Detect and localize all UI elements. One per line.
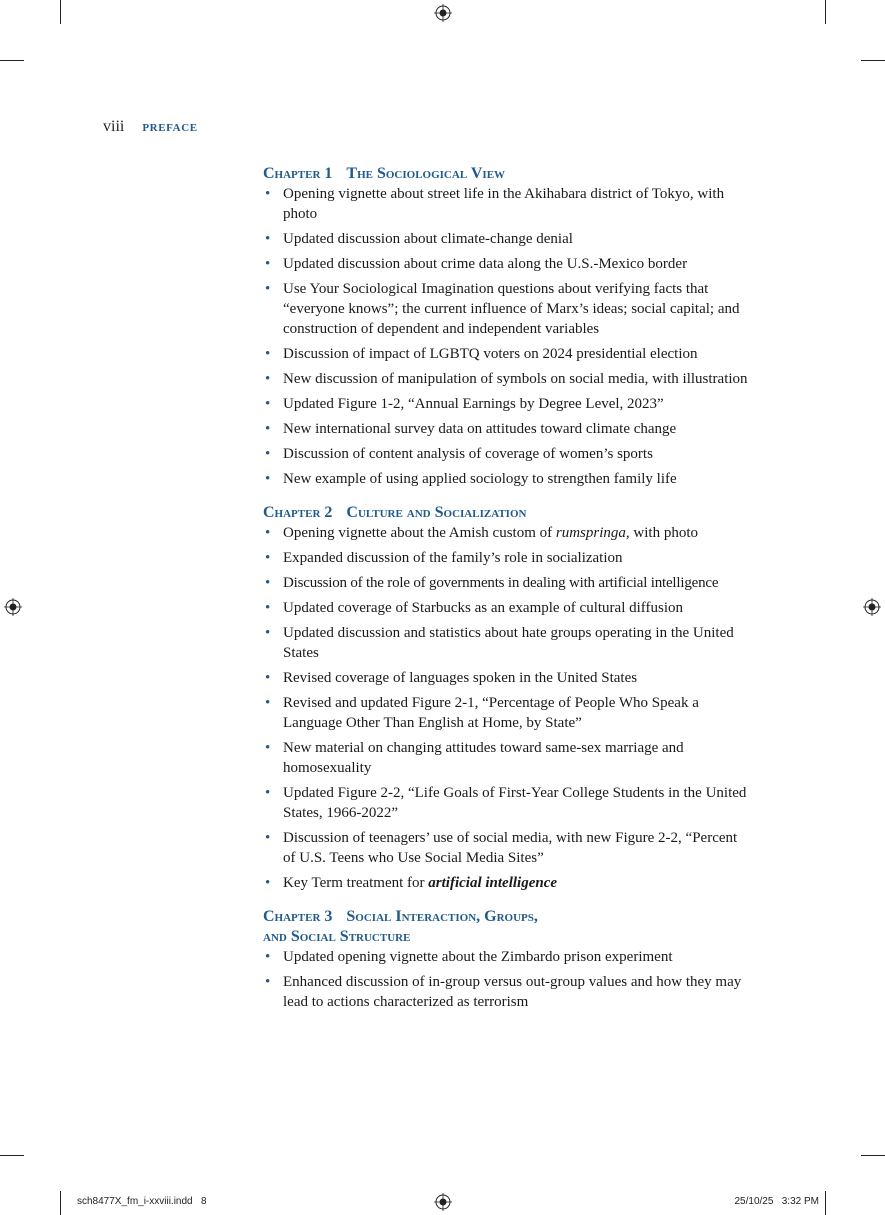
list-item: • Discussion of the role of governments in dealing with artificial intelligence (263, 573, 753, 593)
crop-mark-top-right-h (861, 60, 885, 61)
chapter-title: Social Interaction, Groups, (346, 908, 538, 925)
list-item: • Updated Figure 1-2, “Annual Earnings by Degree Level, 2023” (263, 394, 753, 414)
preface-content (263, 164, 753, 1026)
list-item: • Updated discussion and statistics about hate groups operating in the United States (263, 623, 753, 663)
chapter-heading (263, 164, 753, 184)
list-item: • Opening vignette about the Amish custom of rumspringa, with photo (263, 523, 753, 543)
list-item: • Opening vignette about street life in the Akihabara district of Tokyo, with photo (263, 184, 753, 224)
list-item: • Discussion of impact of LGBTQ voters on 2024 presidential election (263, 344, 753, 364)
list-item: • New material on changing attitudes toward same-sex marriage and homosexuality (263, 738, 753, 778)
registration-mark-icon (4, 598, 22, 616)
chapter-title: Culture and Socialization (346, 504, 527, 521)
slug-datetime: 25/10/25 3:32 PM (734, 1196, 819, 1207)
page-number: viii (103, 118, 125, 135)
list-item: • Discussion of content analysis of coverage of women’s sports (263, 444, 753, 464)
chapter-heading (263, 907, 753, 947)
registration-mark-icon (434, 1193, 452, 1211)
chapter-title-continued: and Social Structure (263, 928, 411, 945)
section-label: PREFACE (142, 122, 198, 134)
list-item: • New example of using applied sociology to strengthen family life (263, 469, 753, 489)
registration-mark-icon (434, 4, 452, 22)
chapter-title: The Sociological View (346, 165, 506, 182)
list-item: • New international survey data on attitudes toward climate change (263, 419, 753, 439)
crop-mark-top-left-v (60, 0, 61, 24)
crop-mark-top-right-v (825, 0, 826, 24)
emphasized-term: rumspringa, (555, 525, 630, 541)
list-item: • Revised and updated Figure 2-1, “Percentage of People Who Speak a Language Other Than English at Home, by State” (263, 693, 753, 733)
list-item: • Discussion of teenagers’ use of social media, with new Figure 2-2, “Percent of U.S. Teens who Use Social Media Sites” (263, 828, 753, 868)
crop-mark-bottom-left-v (60, 1191, 61, 1215)
chapter-2-list (263, 523, 753, 893)
chapter-heading (263, 503, 753, 523)
list-item: • Enhanced discussion of in-group versus out-group values and how they may lead to actions characterized as terrorism (263, 972, 753, 1012)
list-item: • Key Term treatment for artificial intelligence (263, 873, 753, 893)
chapter-number: Chapter 1 (263, 165, 333, 182)
list-item: • Expanded discussion of the family’s role in socialization (263, 548, 753, 568)
list-item: • Updated discussion about climate-change denial (263, 229, 753, 249)
crop-mark-bottom-right-h (861, 1155, 885, 1156)
key-term: artificial intelligence (428, 875, 558, 891)
chapter-number: Chapter 3 (263, 908, 333, 925)
slug-file-name: sch8477X_fm_i-xxviii.indd 8 (77, 1196, 207, 1207)
registration-mark-icon (863, 598, 881, 616)
list-item: • New discussion of manipulation of symbols on social media, with illustration (263, 369, 753, 389)
crop-mark-bottom-right-v (825, 1191, 826, 1215)
chapter-1-list (263, 184, 753, 489)
crop-mark-top-left-h (0, 60, 24, 61)
chapter-3-list (263, 947, 753, 1012)
list-item: • Updated discussion about crime data along the U.S.-Mexico border (263, 254, 753, 274)
list-item: • Updated Figure 2-2, “Life Goals of First-Year College Students in the United States, 1966-2022” (263, 783, 753, 823)
running-head (103, 118, 198, 136)
crop-mark-bottom-left-h (0, 1155, 24, 1156)
list-item: • Updated coverage of Starbucks as an example of cultural diffusion (263, 598, 753, 618)
chapter-number: Chapter 2 (263, 504, 333, 521)
list-item: • Use Your Sociological Imagination questions about verifying facts that “everyone knows”; the current influence of Marx’s ideas; social capital; and construction of dependent and independent variables (263, 279, 753, 339)
list-item: • Revised coverage of languages spoken in the United States (263, 668, 753, 688)
list-item: • Updated opening vignette about the Zimbardo prison experiment (263, 947, 753, 967)
